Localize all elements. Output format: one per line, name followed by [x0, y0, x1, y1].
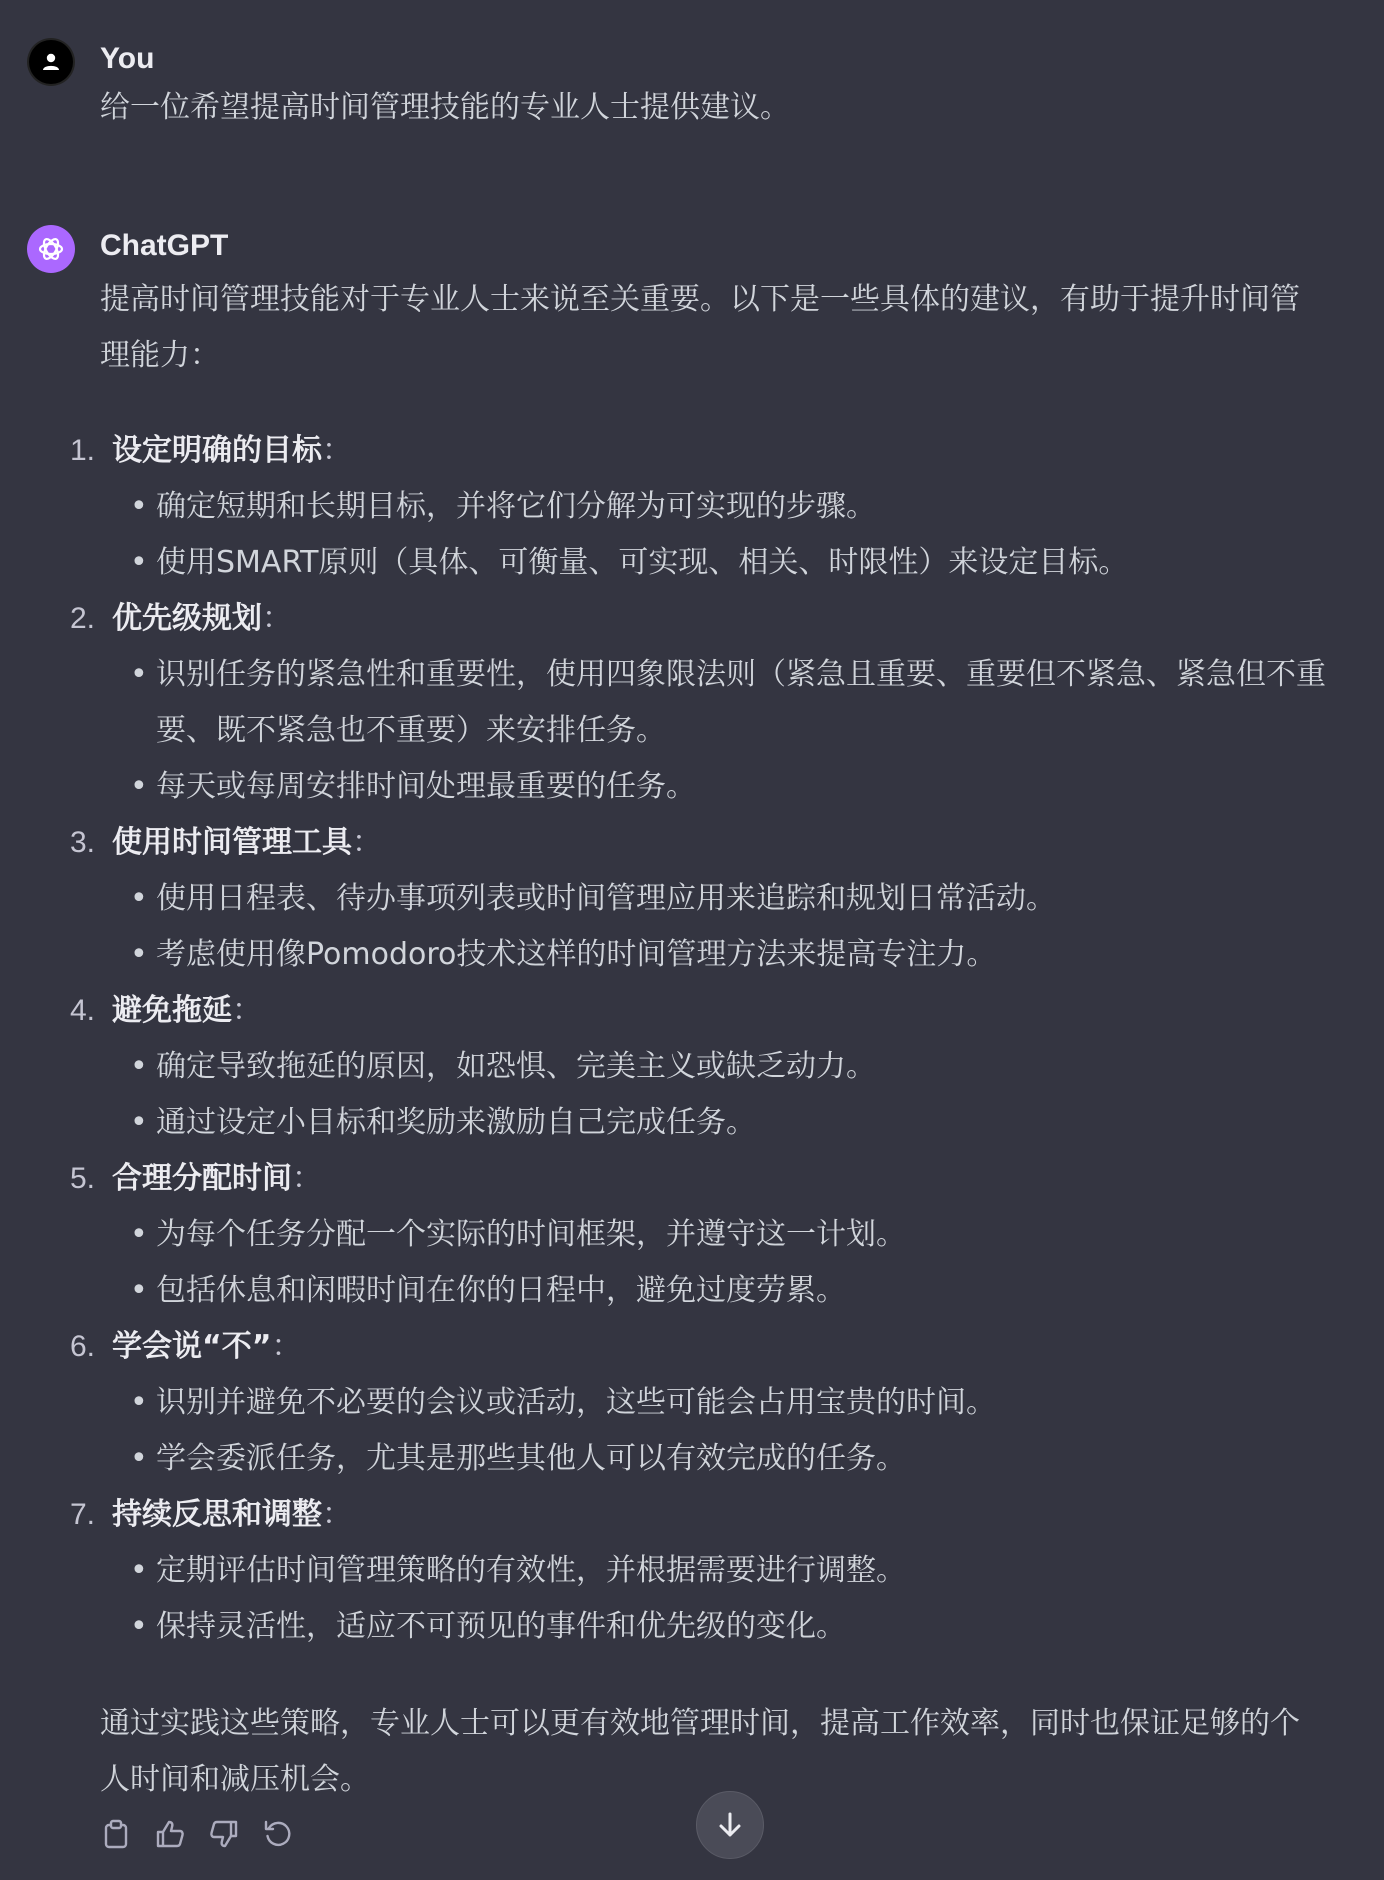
- bullet-item: [130, 1431, 1330, 1487]
- section-heading: [112, 1487, 352, 1543]
- bullet-item: [130, 1095, 1330, 1151]
- section-title: 持续反思和调整: [112, 1497, 322, 1532]
- section-colon: ：: [292, 1161, 322, 1196]
- user-message-text: 给一位希望提高时间管理技能的专业人士提供建议。: [100, 90, 790, 125]
- bullet-text: 通过设定小目标和奖励来激励自己完成任务。: [156, 1105, 756, 1140]
- thumbs-up-button[interactable]: [154, 1818, 186, 1850]
- bullet-text: 包括休息和闲暇时间在你的日程中，避免过度劳累。: [156, 1273, 846, 1308]
- bullet-dot: •: [130, 1441, 148, 1476]
- bullet-item: [130, 871, 1330, 927]
- bullet-text: 确定短期和长期目标，并将它们分解为可实现的步骤。: [156, 489, 876, 524]
- section-heading: [112, 983, 262, 1039]
- bullet-item: [130, 759, 1330, 815]
- bullet-item: [130, 535, 1330, 591]
- regenerate-button[interactable]: [262, 1818, 294, 1850]
- bullet-item: [130, 479, 1330, 535]
- bullet-text: 为每个任务分配一个实际的时间框架，并遵守这一计划。: [156, 1217, 906, 1252]
- section-colon: ：: [232, 993, 262, 1028]
- thumbs-down-button[interactable]: [208, 1818, 240, 1850]
- bullet-dot: •: [130, 881, 148, 916]
- assistant-intro: 提高时间管理技能对于专业人士来说至关重要。以下是一些具体的建议，有助于提升时间管理能力：: [100, 282, 1300, 373]
- scroll-to-bottom-button[interactable]: [696, 1791, 764, 1859]
- bullet-dot: •: [130, 489, 148, 524]
- bullet-text: 确定导致拖延的原因，如恐惧、完美主义或缺乏动力。: [156, 1049, 876, 1084]
- section-colon: ：: [322, 1497, 352, 1532]
- section-heading: [112, 1319, 301, 1375]
- section-colon: ：: [271, 1329, 302, 1364]
- section-colon: ：: [322, 433, 352, 468]
- list-number: 4.: [70, 994, 96, 1027]
- list-number: 6.: [70, 1330, 96, 1363]
- bullet-dot: •: [130, 1553, 148, 1588]
- section-title: 使用时间管理工具: [112, 825, 352, 860]
- copy-button[interactable]: [100, 1818, 132, 1850]
- bullet-item: [130, 927, 1330, 983]
- bullet-text: 学会委派任务，尤其是那些其他人可以有效完成的任务。: [156, 1441, 906, 1476]
- bullet-text: 使用日程表、待办事项列表或时间管理应用来追踪和规划日常活动。: [156, 881, 1056, 916]
- bullet-item: [130, 1599, 1330, 1655]
- bullet-dot: •: [130, 1217, 148, 1252]
- bullet-text: 使用SMART原则（具体、可衡量、可实现、相关、时限性）来设定目标。: [156, 545, 1129, 580]
- bullet-dot: •: [130, 1609, 148, 1644]
- refresh-icon: [263, 1819, 293, 1849]
- bullet-text: 考虑使用像Pomodoro技术这样的时间管理方法来提高专注力。: [156, 937, 997, 972]
- bullet-text: 识别并避免不必要的会议或活动，这些可能会占用宝贵的时间。: [156, 1385, 996, 1420]
- bullet-item: [130, 1263, 1330, 1319]
- section-title: 学会说“不”: [112, 1329, 272, 1364]
- clipboard-icon: [102, 1819, 130, 1849]
- section-heading: [112, 1151, 322, 1207]
- bullet-dot: •: [130, 937, 148, 972]
- list-number: 1.: [70, 434, 96, 467]
- message-actions: [100, 1818, 294, 1850]
- bullet-dot: •: [130, 657, 148, 692]
- section-title: 优先级规划: [112, 601, 262, 636]
- bullet-dot: •: [130, 1385, 148, 1420]
- bullet-item: [130, 1375, 1330, 1431]
- bullet-dot: •: [130, 1049, 148, 1084]
- assistant-name: ChatGPT: [100, 229, 229, 262]
- section-heading: [112, 815, 382, 871]
- person-icon: [39, 50, 63, 74]
- bullet-item: [130, 1039, 1330, 1095]
- assistant-outro: 通过实践这些策略，专业人士可以更有效地管理时间，提高工作效率，同时也保证足够的个人时间和减压机会。: [100, 1706, 1300, 1797]
- bullet-text: 保持灵活性，适应不可预见的事件和优先级的变化。: [156, 1609, 846, 1644]
- user-name: You: [100, 42, 155, 75]
- list-number: 3.: [70, 826, 96, 859]
- list-number: 2.: [70, 602, 96, 635]
- bullet-item: [130, 1543, 1330, 1599]
- bullet-dot: •: [130, 1105, 148, 1140]
- user-avatar: [27, 38, 75, 86]
- bullet-dot: •: [130, 545, 148, 580]
- section-title: 设定明确的目标: [112, 433, 322, 468]
- list-number: 7.: [70, 1498, 96, 1531]
- bullet-item: [130, 1207, 1330, 1263]
- openai-logo-icon: [35, 233, 67, 265]
- assistant-avatar: [27, 225, 75, 273]
- thumbs-up-icon: [155, 1819, 185, 1849]
- bullet-text: 识别任务的紧急性和重要性，使用四象限法则（紧急且重要、重要但不紧急、紧急但不重要、既不紧急也不重要）来安排任务。: [156, 657, 1326, 748]
- arrow-down-icon: [715, 1810, 745, 1840]
- bullet-item: [130, 647, 1330, 759]
- section-colon: ：: [262, 601, 292, 636]
- section-title: 避免拖延: [112, 993, 232, 1028]
- bullet-dot: •: [130, 769, 148, 804]
- section-heading: [112, 591, 292, 647]
- bullet-text: 每天或每周安排时间处理最重要的任务。: [156, 769, 696, 804]
- bullet-dot: •: [130, 1273, 148, 1308]
- list-number: 5.: [70, 1162, 96, 1195]
- section-colon: ：: [352, 825, 382, 860]
- section-heading: [112, 423, 352, 479]
- thumbs-down-icon: [209, 1819, 239, 1849]
- section-title: 合理分配时间: [112, 1161, 292, 1196]
- bullet-text: 定期评估时间管理策略的有效性，并根据需要进行调整。: [156, 1553, 906, 1588]
